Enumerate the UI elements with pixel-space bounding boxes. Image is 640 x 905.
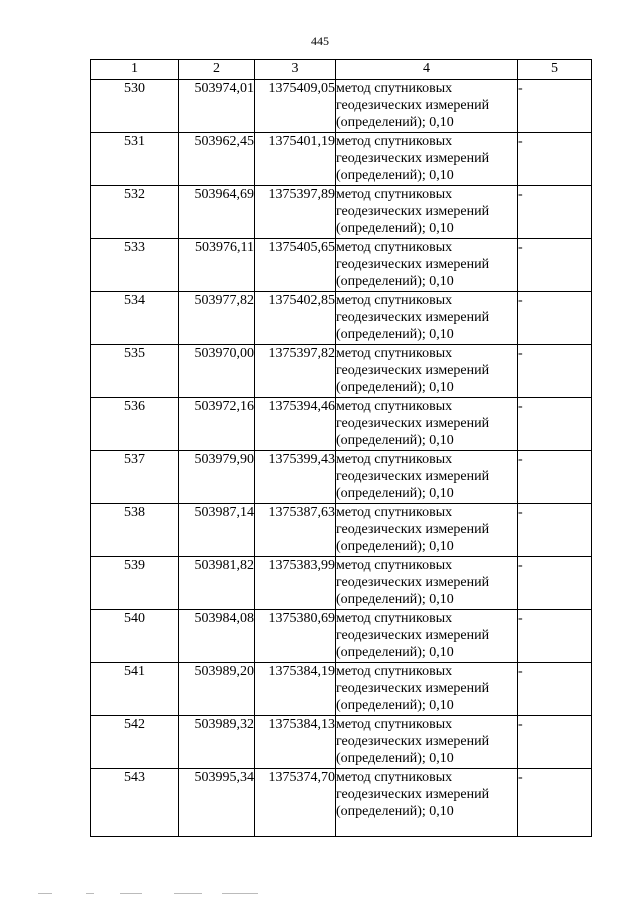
cell-coord-x: 503977,82 [179,292,255,345]
cell-method: метод спутниковых геодезических измерений (определений); 0,10 [336,186,518,239]
cell-point-number: 537 [91,451,179,504]
cell-note: - [518,716,592,769]
cell-point-number: 538 [91,504,179,557]
cell-method: метод спутниковых геодезических измерений (определений); 0,10 [336,398,518,451]
header-col-1: 1 [91,60,179,80]
cell-coord-y: 1375405,65 [255,239,336,292]
cell-point-number: 543 [91,769,179,837]
cell-coord-x: 503981,82 [179,557,255,610]
table-row [91,769,592,837]
cell-note: - [518,398,592,451]
cell-coord-x: 503987,14 [179,504,255,557]
cell-note: - [518,80,592,133]
cell-method: метод спутниковых геодезических измерений (определений); 0,10 [336,716,518,769]
cell-coord-x: 503989,32 [179,716,255,769]
cell-note: - [518,557,592,610]
cell-coord-x: 503974,01 [179,80,255,133]
cell-coord-y: 1375397,89 [255,186,336,239]
cell-point-number: 530 [91,80,179,133]
cell-note: - [518,186,592,239]
table-row [91,716,592,769]
table-row [91,133,592,186]
cell-note: - [518,504,592,557]
header-col-5: 5 [518,60,592,80]
header-col-3: 3 [255,60,336,80]
header-col-4: 4 [336,60,518,80]
cell-note: - [518,663,592,716]
cell-method: метод спутниковых геодезических измерений (определений); 0,10 [336,292,518,345]
cell-point-number: 542 [91,716,179,769]
cell-coord-y: 1375380,69 [255,610,336,663]
cell-point-number: 531 [91,133,179,186]
cell-coord-x: 503972,16 [179,398,255,451]
cell-note: - [518,133,592,186]
cell-coord-y: 1375387,63 [255,504,336,557]
cell-coord-y: 1375399,43 [255,451,336,504]
cell-method: метод спутниковых геодезических измерений (определений); 0,10 [336,504,518,557]
cell-coord-x: 503984,08 [179,610,255,663]
coordinates-table [90,59,592,837]
cell-coord-y: 1375384,19 [255,663,336,716]
cell-point-number: 533 [91,239,179,292]
table-body [91,80,592,837]
cell-coord-x: 503964,69 [179,186,255,239]
cell-coord-x: 503976,11 [179,239,255,292]
cell-method: метод спутниковых геодезических измерений (определений); 0,10 [336,451,518,504]
cell-method: метод спутниковых геодезических измерений (определений); 0,10 [336,769,518,837]
cell-method: метод спутниковых геодезических измерений (определений); 0,10 [336,610,518,663]
scan-artifact-marks [38,893,318,897]
table-row [91,345,592,398]
table-row [91,610,592,663]
cell-coord-x: 503970,00 [179,345,255,398]
cell-note: - [518,610,592,663]
table-row [91,451,592,504]
cell-note: - [518,239,592,292]
cell-point-number: 532 [91,186,179,239]
page-number: 445 [311,34,329,48]
cell-method: метод спутниковых геодезических измерений (определений); 0,10 [336,663,518,716]
header-col-2: 2 [179,60,255,80]
table-row [91,398,592,451]
cell-coord-y: 1375401,19 [255,133,336,186]
cell-coord-x: 503995,34 [179,769,255,837]
table-row [91,80,592,133]
table-row [91,663,592,716]
cell-method: метод спутниковых геодезических измерений (определений); 0,10 [336,345,518,398]
cell-method: метод спутниковых геодезических измерений (определений); 0,10 [336,557,518,610]
cell-coord-y: 1375394,46 [255,398,336,451]
cell-method: метод спутниковых геодезических измерений (определений); 0,10 [336,239,518,292]
cell-note: - [518,292,592,345]
table-row [91,557,592,610]
cell-coord-y: 1375384,13 [255,716,336,769]
cell-note: - [518,345,592,398]
cell-method: метод спутниковых геодезических измерений (определений); 0,10 [336,80,518,133]
cell-coord-x: 503962,45 [179,133,255,186]
cell-point-number: 534 [91,292,179,345]
cell-point-number: 541 [91,663,179,716]
cell-coord-x: 503989,20 [179,663,255,716]
cell-method: метод спутниковых геодезических измерений (определений); 0,10 [336,133,518,186]
table-row [91,504,592,557]
cell-point-number: 535 [91,345,179,398]
cell-coord-y: 1375374,70 [255,769,336,837]
cell-point-number: 540 [91,610,179,663]
cell-coord-y: 1375397,82 [255,345,336,398]
cell-coord-y: 1375383,99 [255,557,336,610]
table-row [91,239,592,292]
cell-point-number: 536 [91,398,179,451]
cell-coord-y: 1375409,05 [255,80,336,133]
table-header-row [91,60,592,80]
cell-note: - [518,451,592,504]
cell-coord-x: 503979,90 [179,451,255,504]
cell-point-number: 539 [91,557,179,610]
cell-note: - [518,769,592,837]
cell-coord-y: 1375402,85 [255,292,336,345]
table-row [91,292,592,345]
table-row [91,186,592,239]
